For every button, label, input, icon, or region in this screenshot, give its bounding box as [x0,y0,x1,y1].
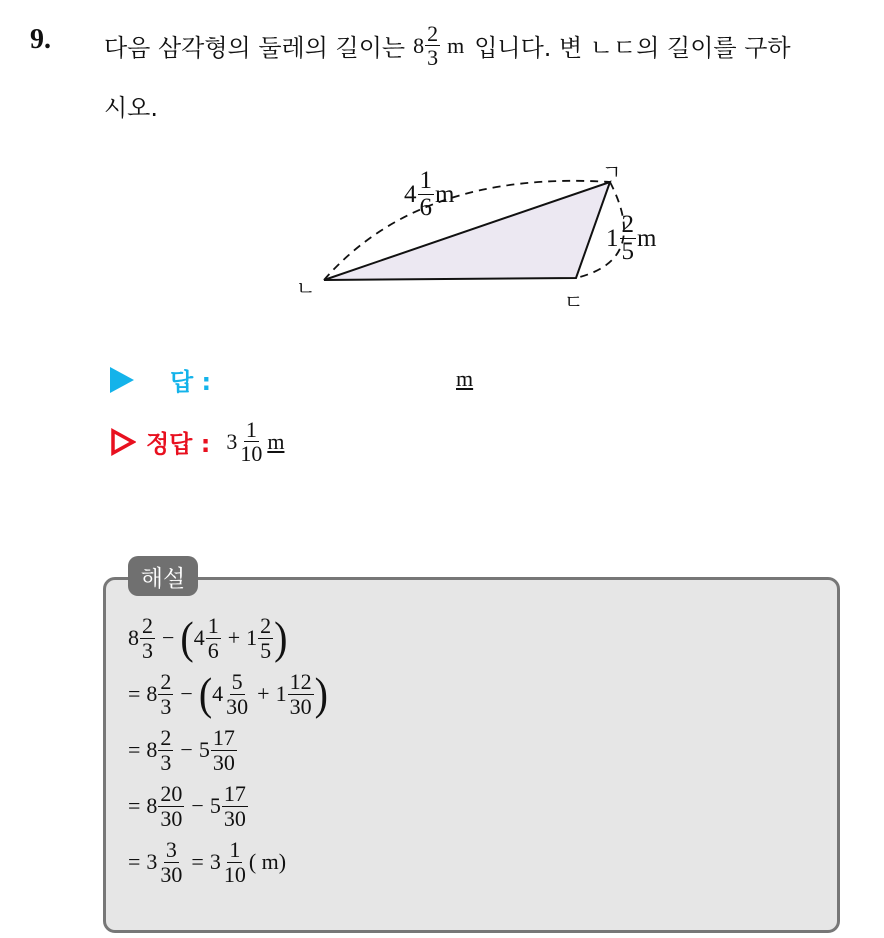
correct-answer-label: 정답 : [146,430,211,459]
perimeter-unit: m [447,32,465,58]
operator: − [162,625,175,650]
correct-answer-value [226,418,284,465]
denominator: 30 [160,861,183,887]
term: 8 [146,737,158,762]
vertex-label-right: ㄷ [564,290,584,314]
answer-unit: m [456,366,474,391]
vertex-label-left: ㄴ [296,276,316,300]
correct-unit: m [267,428,285,454]
perimeter-numerator: 2 [427,21,439,46]
outline-triangle-svg [110,428,136,456]
correct-answer-row [110,418,284,465]
explanation-line-3 [128,722,328,778]
term: 8 [146,793,158,818]
side-right-whole: 1 [606,224,619,252]
term: 4 [193,625,205,650]
outline-triangle-icon [110,428,136,456]
left-paren: ( [180,611,194,664]
denominator: 30 [160,805,183,831]
numerator: 17 [212,725,235,751]
denominator: 6 [207,637,219,663]
denominator: 30 [223,805,246,831]
side-label-left [404,168,454,222]
equals-sign: = [128,849,141,874]
question-text-line1 [104,22,791,69]
operator: + [227,625,241,650]
term: 3 [146,849,158,874]
explanation-tab: 해설 [128,556,198,596]
operator: − [191,793,204,818]
question-text-before: 다음 삼각형의 둘레의 길이는 [104,34,406,63]
numerator: 2 [260,613,272,639]
side-right-numerator: 2 [621,211,634,238]
side-right-fraction [620,212,637,266]
numerator: 3 [165,837,177,863]
perimeter-fraction [425,22,440,69]
perimeter-denominator: 3 [427,45,439,71]
numerator: 1 [229,837,241,863]
question-text-line2: 시오. [104,94,158,122]
numerator: 12 [289,669,312,695]
perimeter-value [413,22,464,69]
side-left-denominator: 6 [419,194,432,222]
explanation-steps [128,610,328,890]
side-left-whole: 4 [404,180,417,208]
numerator: 2 [142,613,153,639]
denominator: 3 [142,637,153,663]
question-text-after: 입니다. 변 ㄴㄷ의 길이를 구하 [474,34,791,63]
correct-fraction [238,418,264,465]
denominator: 30 [289,693,312,719]
denominator: 5 [260,637,272,663]
triangle-diagram [260,150,700,314]
numerator: 2 [160,725,172,751]
final-unit: ( m) [248,849,287,874]
term: 3 [209,849,221,874]
numerator: 17 [223,781,246,807]
explanation-line-2 [128,666,328,722]
denominator: 30 [212,749,235,775]
answer-label: 답 : [170,368,212,396]
numerator: 5 [231,669,243,695]
right-paren: ) [314,667,328,720]
vertex-label-top: ㄱ [602,160,622,184]
denominator: 3 [160,693,172,719]
term: 8 [146,681,158,706]
side-left-numerator: 1 [419,167,432,194]
correct-denominator: 10 [240,441,263,467]
explanation-line-1 [128,610,328,666]
explanation-line-4 [128,778,328,834]
term: 5 [198,737,210,762]
side-left-fraction [418,168,435,222]
equals-sign: = [191,849,204,874]
denominator: 10 [223,861,246,887]
operator: − [180,737,193,762]
operator: + [257,681,270,706]
correct-numerator: 1 [245,417,257,442]
term: 8 [128,625,139,650]
side-right-denominator: 5 [621,238,634,266]
equals-sign: = [128,737,141,762]
denominator: 30 [226,693,249,719]
answer-row [110,362,211,397]
equals-sign: = [128,793,141,818]
question-number: 9. [30,24,51,55]
explanation-line-5 [128,834,328,890]
numerator: 2 [160,669,172,695]
play-triangle-icon [110,367,134,393]
term: 1 [275,681,287,706]
left-paren: ( [198,667,213,720]
term: 1 [246,625,258,650]
triangle-shape [324,182,610,280]
operator: − [180,681,193,706]
side-label-right [606,212,656,266]
equals-sign: = [128,681,141,706]
term: 4 [212,681,224,706]
numerator: 20 [160,781,183,807]
correct-whole: 3 [226,428,238,454]
term: 5 [209,793,221,818]
denominator: 3 [160,749,172,775]
perimeter-whole: 8 [413,32,425,58]
side-left-unit: m [435,180,455,208]
side-right-unit: m [637,224,657,252]
right-paren: ) [274,611,288,664]
numerator: 1 [207,613,219,639]
